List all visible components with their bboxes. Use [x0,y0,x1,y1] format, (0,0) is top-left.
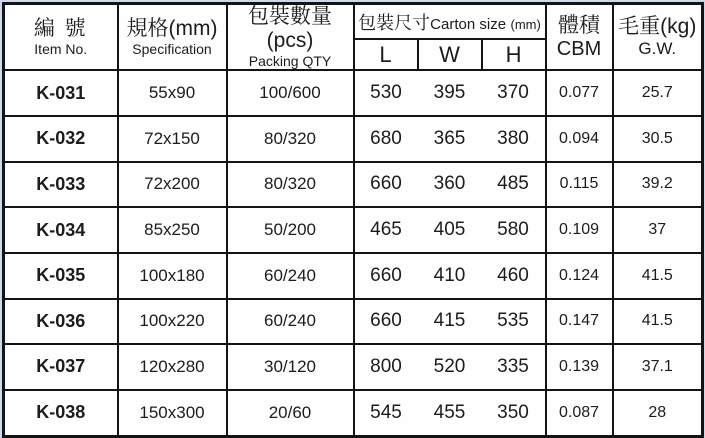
header-cbm [546,4,613,71]
cell-specification: 72x150 [118,116,227,162]
header-specification-zh: 規格(mm) [126,17,218,41]
table-row [4,207,703,253]
cell-height: 460 [482,253,546,299]
header-packing-qty-zh: 包裝數量(pcs) [248,5,332,53]
cell-height: 485 [482,162,546,208]
cell-specification: 100x220 [118,299,227,345]
cell-width: 455 [418,390,482,437]
header-width: W [418,39,482,70]
header-gross-weight-zh: 毛重(kg) [618,15,697,39]
cell-item-no: K-036 [4,299,118,345]
cell-gross-weight: 28 [613,390,703,437]
cell-gross-weight: 30.5 [613,116,703,162]
cell-packing-qty: 20/60 [227,390,354,437]
packing-spec-table [2,2,704,438]
header-length: L [354,39,418,70]
spec-table-frame [2,2,702,431]
cell-packing-qty: 80/320 [227,116,354,162]
header-item-no-zh: 編 號 [33,17,88,41]
header-specification-en: Specification [132,41,212,58]
header-gross-weight [613,4,703,71]
header-packing-qty [227,4,354,71]
cell-height: 580 [482,207,546,253]
cell-item-no: K-031 [4,70,118,116]
cell-cbm: 0.147 [546,299,613,345]
cell-item-no: K-032 [4,116,118,162]
cell-height: 350 [482,390,546,437]
cell-width: 405 [418,207,482,253]
cell-cbm: 0.124 [546,253,613,299]
header-packing-qty-en: Packing QTY [248,53,332,70]
cell-length: 545 [354,390,418,437]
cell-packing-qty: 60/240 [227,253,354,299]
header-carton-size-en: Carton size [430,15,507,33]
cell-height: 535 [482,299,546,345]
header-gross-weight-en: G.W. [638,39,677,59]
cell-length: 680 [354,116,418,162]
header-carton-size [354,4,546,40]
cell-packing-qty: 60/240 [227,299,354,345]
cell-packing-qty: 100/600 [227,70,354,116]
cell-item-no: K-035 [4,253,118,299]
cell-height: 370 [482,70,546,116]
cell-cbm: 0.087 [546,390,613,437]
cell-width: 360 [418,162,482,208]
table-row [4,116,703,162]
table-row [4,162,703,208]
header-cbm-en: CBM [556,37,602,60]
header-cbm-zh: 體積 [558,13,601,37]
cell-length: 530 [354,70,418,116]
cell-gross-weight: 37 [613,207,703,253]
cell-cbm: 0.077 [546,70,613,116]
cell-cbm: 0.109 [546,207,613,253]
cell-width: 520 [418,344,482,390]
cell-length: 660 [354,299,418,345]
cell-gross-weight: 41.5 [613,299,703,345]
table-row [4,344,703,390]
cell-gross-weight: 25.7 [613,70,703,116]
header-carton-size-unit: (mm) [510,16,541,32]
cell-specification: 72x200 [118,162,227,208]
cell-length: 800 [354,344,418,390]
cell-cbm: 0.139 [546,344,613,390]
cell-item-no: K-033 [4,162,118,208]
cell-length: 660 [354,253,418,299]
cell-specification: 150x300 [118,390,227,437]
cell-gross-weight: 39.2 [613,162,703,208]
cell-packing-qty: 80/320 [227,162,354,208]
cell-specification: 85x250 [118,207,227,253]
cell-width: 365 [418,116,482,162]
cell-item-no: K-037 [4,344,118,390]
cell-item-no: K-038 [4,390,118,437]
cell-height: 335 [482,344,546,390]
cell-length: 660 [354,162,418,208]
cell-gross-weight: 41.5 [613,253,703,299]
cell-cbm: 0.115 [546,162,613,208]
cell-packing-qty: 30/120 [227,344,354,390]
table-row [4,253,703,299]
header-item-no [4,4,118,71]
header-specification [118,4,227,71]
cell-packing-qty: 50/200 [227,207,354,253]
cell-width: 410 [418,253,482,299]
cell-specification: 100x180 [118,253,227,299]
cell-specification: 55x90 [118,70,227,116]
cell-length: 465 [354,207,418,253]
cell-height: 380 [482,116,546,162]
cell-gross-weight: 37.1 [613,344,703,390]
table-row [4,299,703,345]
header-height: H [482,39,546,70]
cell-specification: 120x280 [118,344,227,390]
header-item-no-en: Item No. [34,41,88,58]
table-row [4,70,703,116]
header-carton-size-zh: 包裝尺寸 [358,12,431,33]
cell-item-no: K-034 [4,207,118,253]
cell-cbm: 0.094 [546,116,613,162]
cell-width: 395 [418,70,482,116]
table-row [4,390,703,437]
cell-width: 415 [418,299,482,345]
